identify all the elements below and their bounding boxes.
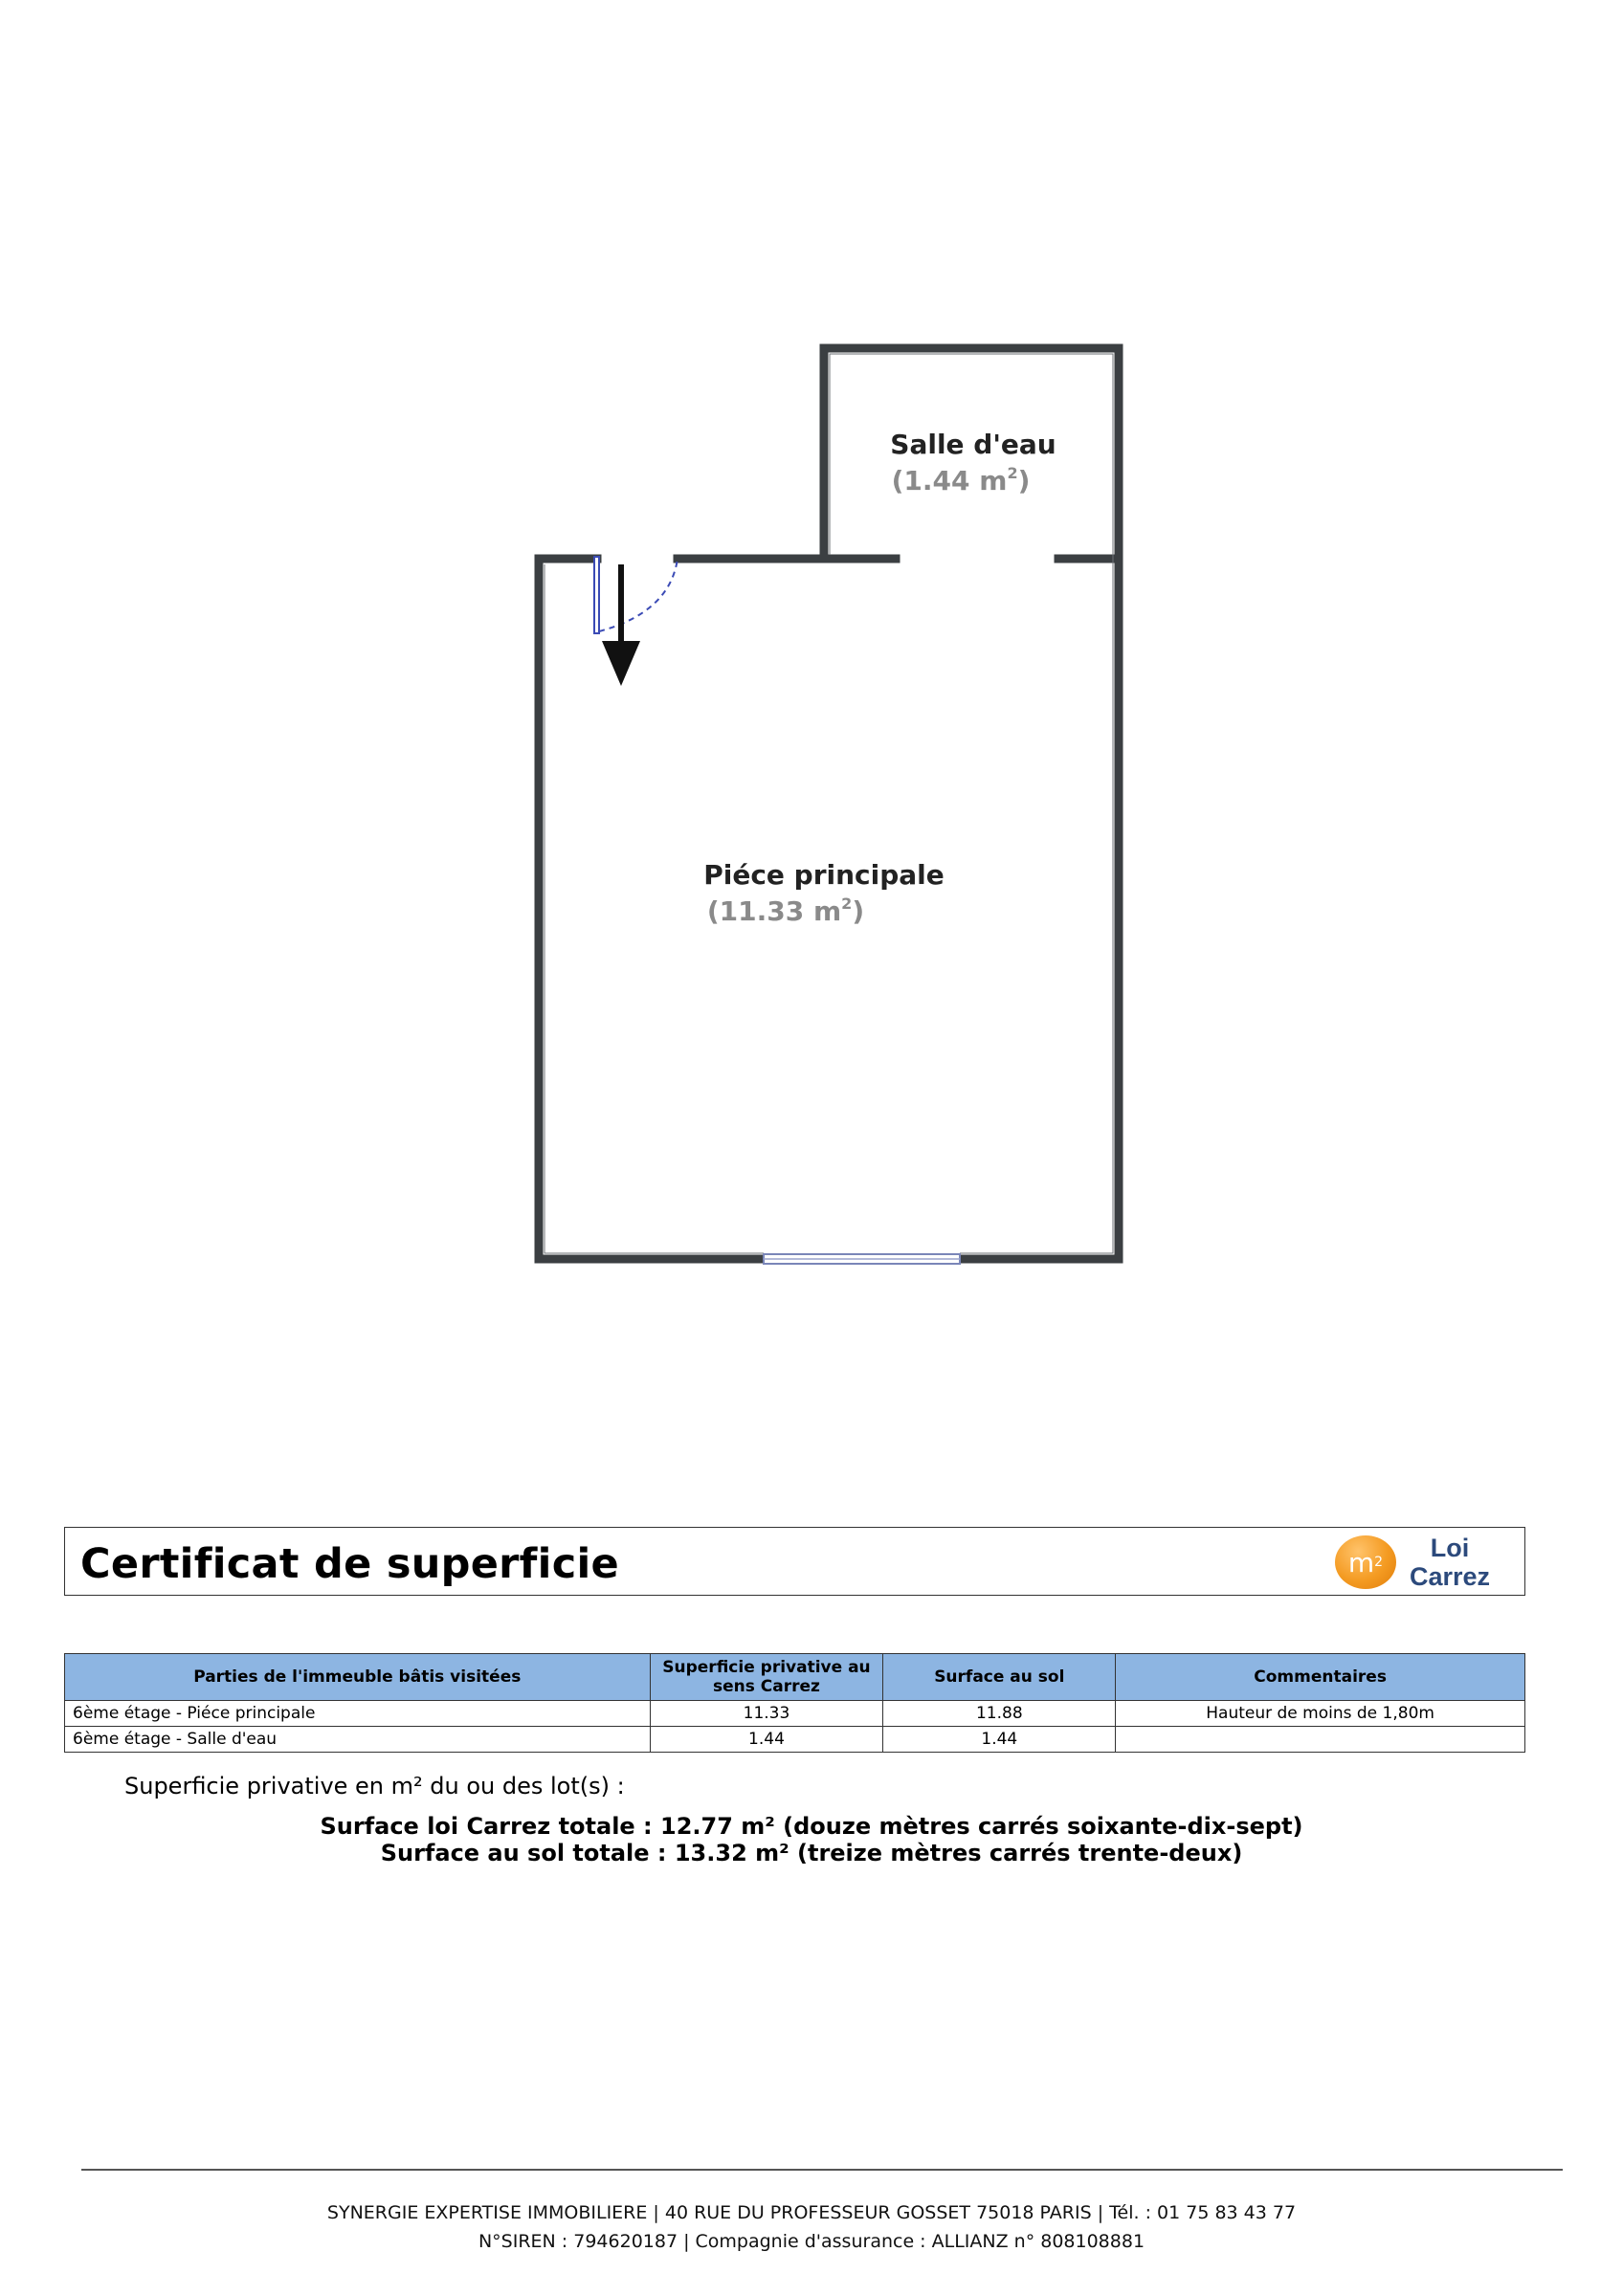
column-header: Surface au sol bbox=[883, 1654, 1116, 1701]
cell-sol: 1.44 bbox=[883, 1727, 1116, 1753]
footer-siren-line: N°SIREN : 794620187 | Compagnie d'assurance : ALLIANZ n° 808108881 bbox=[478, 2231, 1145, 2252]
cell-part: 6ème étage - Salle d'eau bbox=[65, 1727, 651, 1753]
cell-carrez: 1.44 bbox=[650, 1727, 883, 1753]
cell-sol: 11.88 bbox=[883, 1701, 1116, 1727]
cell-comment bbox=[1116, 1727, 1525, 1753]
room-area-bathroom: (1.44 $m^2$) bbox=[891, 464, 1031, 497]
table-row bbox=[65, 1727, 1525, 1753]
logo-text-line2: Carrez bbox=[1409, 1562, 1491, 1591]
m2-logo-icon: m 2 bbox=[1335, 1535, 1396, 1589]
surface-table bbox=[64, 1653, 1525, 1753]
walls bbox=[539, 348, 1119, 1259]
room-label-bathroom: Salle d'eau bbox=[890, 429, 1056, 460]
room-area-main: (11.33 $m^2$) bbox=[706, 894, 865, 927]
window bbox=[764, 1254, 960, 1264]
carrez-total: Surface loi Carrez totale : 12.77 m² (douze mètres carrés soixante-dix-sept) bbox=[320, 1813, 1303, 1840]
cell-comment: Hauteur de moins de 1,80m bbox=[1116, 1701, 1525, 1727]
sol-total: Surface au sol totale : 13.32 m² (treize mètres carrés trente-deux) bbox=[380, 1840, 1243, 1866]
cell-part: 6ème étage - Piéce principale bbox=[65, 1701, 651, 1727]
cell-carrez: 11.33 bbox=[650, 1701, 883, 1727]
entrance-arrow-icon bbox=[602, 564, 640, 686]
certificate-header bbox=[64, 1527, 1525, 1596]
logo-text-line1: Loi bbox=[1430, 1534, 1470, 1562]
room-label-main: Piéce principale bbox=[703, 859, 945, 891]
certificate-title: Certificat de superficie bbox=[80, 1540, 620, 1588]
summary-intro: Superficie privative en m² du ou des lot(s) : bbox=[124, 1773, 625, 1799]
table-header-row bbox=[65, 1654, 1525, 1701]
loi-carrez-logo bbox=[1335, 1532, 1498, 1591]
footer-divider bbox=[81, 2169, 1563, 2171]
footer-company-line: SYNERGIE EXPERTISE IMMOBILIERE | 40 RUE DU PROFESSEUR GOSSET 75018 PARIS | Tél. : 01 75 83 43 77 bbox=[326, 2202, 1297, 2223]
column-header: Parties de l'immeuble bâtis visitées bbox=[65, 1654, 651, 1701]
entrance-door bbox=[594, 557, 678, 633]
table-row bbox=[65, 1701, 1525, 1727]
column-header: Commentaires bbox=[1116, 1654, 1525, 1701]
column-header: Superficie privative au sens Carrez bbox=[650, 1654, 883, 1701]
